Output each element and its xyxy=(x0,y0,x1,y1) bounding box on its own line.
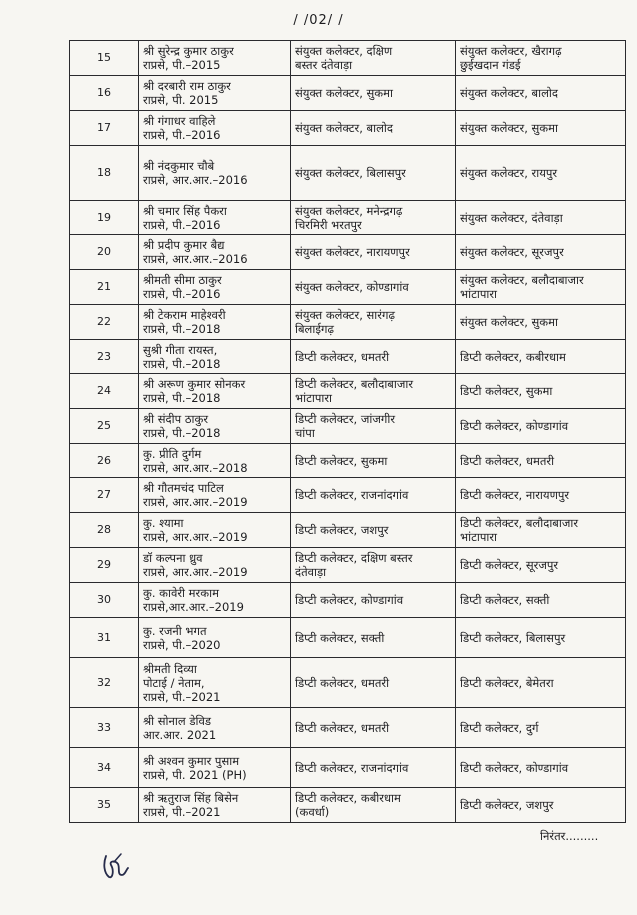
officer-name-cell xyxy=(139,201,291,235)
new-posting-line: डिप्टी कलेक्टर, दुर्ग xyxy=(460,720,539,735)
officer-name-cell xyxy=(139,41,291,76)
new-posting-cell xyxy=(456,340,626,374)
officer-name-line: कु. श्यामा xyxy=(143,516,184,530)
current-posting-line: डिप्टी कलेक्टर, दक्षिण बस्तर xyxy=(295,551,413,565)
serial-number-cell: 35 xyxy=(70,788,139,823)
new-posting-cell xyxy=(456,201,626,235)
officer-name-cell xyxy=(139,548,291,583)
table-row xyxy=(70,658,626,708)
current-posting-line: डिप्टी कलेक्टर, कोण्डागांव xyxy=(295,593,404,607)
officer-name-cell xyxy=(139,270,291,305)
current-posting-cell xyxy=(291,270,456,305)
officer-name-cell xyxy=(139,76,291,111)
new-posting-cell xyxy=(456,658,626,708)
table-row xyxy=(70,235,626,270)
new-posting-cell xyxy=(456,788,626,823)
current-posting-cell xyxy=(291,235,456,270)
new-posting-line: डिप्टी कलेक्टर, बेमेतरा xyxy=(460,675,554,690)
current-posting-line: संयुक्त कलेक्टर, दक्षिण xyxy=(295,44,393,58)
officer-name-cell xyxy=(139,146,291,201)
officer-name-line: राप्रसे,आर.आर.–2019 xyxy=(143,600,244,614)
new-posting-line: डिप्टी कलेक्टर, जशपुर xyxy=(460,798,554,812)
new-posting-line: संयुक्त कलेक्टर, सुकमा xyxy=(460,121,558,135)
officer-name-line: पोटाई / नेताम, xyxy=(143,675,205,690)
officer-name-line: श्रीमती सीमा ठाकुर xyxy=(143,273,222,287)
current-posting-line: डिप्टी कलेक्टर, सुकमा xyxy=(295,453,388,468)
continued-label: निरंतर......... xyxy=(540,829,599,843)
current-posting-line: संयुक्त कलेक्टर, सुकमा xyxy=(295,86,393,100)
current-posting-line: डिप्टी कलेक्टर, धमतरी xyxy=(295,720,390,735)
new-posting-cell xyxy=(456,41,626,76)
officer-name-line: राप्रसे, पी.–2021 xyxy=(143,689,221,704)
officer-name-line: राप्रसे, पी.–2018 xyxy=(143,426,221,440)
new-posting-line: डिप्टी कलेक्टर, बिलासपुर xyxy=(460,630,566,645)
serial-number-cell: 23 xyxy=(70,340,139,374)
current-posting-cell xyxy=(291,708,456,748)
new-posting-line: डिप्टी कलेक्टर, नारायणपुर xyxy=(460,488,570,502)
current-posting-line: भांटापारा xyxy=(295,391,333,405)
serial-number-cell: 32 xyxy=(70,658,139,708)
new-posting-line: संयुक्त कलेक्टर, खैरागढ़ xyxy=(460,44,562,58)
officer-name-cell xyxy=(139,478,291,513)
officer-name-line: राप्रसे, पी.–2016 xyxy=(143,128,221,142)
officer-name-line: कु. रजनी भगत xyxy=(143,623,207,638)
new-posting-line: संयुक्त कलेक्टर, सुकमा xyxy=(460,315,558,329)
new-posting-line: संयुक्त कलेक्टर, बालोद xyxy=(460,86,558,100)
officer-name-cell xyxy=(139,748,291,788)
table-body xyxy=(70,41,626,823)
current-posting-cell xyxy=(291,478,456,513)
table-row xyxy=(70,201,626,235)
officer-name-line: राप्रसे, पी.–2018 xyxy=(143,356,221,371)
officer-name-line: श्री अश्वन कुमार पुसाम xyxy=(143,753,240,768)
current-posting-line: संयुक्त कलेक्टर, सारंगढ़ xyxy=(295,308,395,322)
current-posting-cell xyxy=(291,340,456,374)
officer-name-line: डॉ कल्पना ध्रुव xyxy=(143,551,203,565)
officer-name-line: श्री अरूण कुमार सोनकर xyxy=(143,377,246,391)
serial-number-cell: 21 xyxy=(70,270,139,305)
officer-name-cell xyxy=(139,444,291,478)
serial-number-cell: 18 xyxy=(70,146,139,201)
serial-number-cell: 28 xyxy=(70,513,139,548)
new-posting-line: भांटापारा xyxy=(460,530,498,544)
officer-name-cell xyxy=(139,409,291,444)
current-posting-line: (कवर्धा) xyxy=(295,805,330,819)
officer-name-line: श्री सोनाल डेविड xyxy=(143,713,212,728)
table-row xyxy=(70,748,626,788)
new-posting-line: छुईखदान गंडई xyxy=(460,58,521,72)
officer-name-cell xyxy=(139,111,291,146)
current-posting-line: डिप्टी कलेक्टर, जांजगीर xyxy=(295,412,396,426)
serial-number-cell: 34 xyxy=(70,748,139,788)
current-posting-line: संयुक्त कलेक्टर, नारायणपुर xyxy=(295,245,410,259)
officer-name-line: राप्रसे, पी.–2020 xyxy=(143,637,221,652)
new-posting-cell xyxy=(456,270,626,305)
current-posting-cell xyxy=(291,201,456,235)
current-posting-cell xyxy=(291,444,456,478)
table-row xyxy=(70,583,626,618)
table-row xyxy=(70,270,626,305)
table-row xyxy=(70,478,626,513)
officer-name-line: राप्रसे, पी. 2015 xyxy=(143,93,219,107)
table-row xyxy=(70,548,626,583)
current-posting-cell xyxy=(291,305,456,340)
current-posting-line: चांपा xyxy=(295,426,315,440)
current-posting-line: डिप्टी कलेक्टर, राजनांदगांव xyxy=(295,488,409,502)
serial-number-cell: 16 xyxy=(70,76,139,111)
table-row xyxy=(70,146,626,201)
officer-name-line: श्री टेकराम माहेश्वरी xyxy=(143,308,226,322)
officer-name-line: राप्रसे, पी. 2021 (PH) xyxy=(143,767,247,782)
current-posting-cell xyxy=(291,548,456,583)
new-posting-cell xyxy=(456,409,626,444)
table-row xyxy=(70,340,626,374)
serial-number-cell: 33 xyxy=(70,708,139,748)
table-row xyxy=(70,788,626,823)
officer-name-line: कु. प्रीति दुर्गम xyxy=(143,446,202,461)
current-posting-line: डिप्टी कलेक्टर, धमतरी xyxy=(295,349,390,364)
new-posting-cell xyxy=(456,444,626,478)
new-posting-line: डिप्टी कलेक्टर, बलौदाबाजार xyxy=(460,516,579,530)
table-row xyxy=(70,618,626,658)
officer-name-cell xyxy=(139,235,291,270)
serial-number-cell: 22 xyxy=(70,305,139,340)
serial-number-cell: 19 xyxy=(70,201,139,235)
officer-name-cell xyxy=(139,583,291,618)
new-posting-cell xyxy=(456,748,626,788)
current-posting-line: बस्तर दंतेवाड़ा xyxy=(295,58,353,72)
new-posting-line: डिप्टी कलेक्टर, सुकमा xyxy=(460,384,553,398)
new-posting-line: संयुक्त कलेक्टर, बलौदाबाजार xyxy=(460,273,584,287)
new-posting-cell xyxy=(456,548,626,583)
new-posting-line: डिप्टी कलेक्टर, कोण्डागांव xyxy=(460,419,569,433)
transfer-table xyxy=(69,40,626,823)
serial-number-cell: 27 xyxy=(70,478,139,513)
officer-name-line: श्री दरबारी राम ठाकुर xyxy=(143,79,231,93)
current-posting-cell xyxy=(291,76,456,111)
new-posting-cell xyxy=(456,146,626,201)
new-posting-line: डिप्टी कलेक्टर, कोण्डागांव xyxy=(460,760,569,775)
new-posting-line: संयुक्त कलेक्टर, रायपुर xyxy=(460,166,558,180)
table-row xyxy=(70,305,626,340)
officer-name-cell xyxy=(139,513,291,548)
table-row xyxy=(70,41,626,76)
table-row xyxy=(70,708,626,748)
officer-name-line: राप्रसे, पी.–2018 xyxy=(143,391,221,405)
table-row xyxy=(70,513,626,548)
officer-name-cell xyxy=(139,340,291,374)
signature-icon xyxy=(100,848,134,886)
officer-name-cell xyxy=(139,708,291,748)
current-posting-cell xyxy=(291,41,456,76)
officer-name-line: श्रीमती दिव्या xyxy=(143,661,197,676)
current-posting-cell xyxy=(291,146,456,201)
serial-number-cell: 31 xyxy=(70,618,139,658)
current-posting-cell xyxy=(291,374,456,409)
officer-name-line: कु. कावेरी मरकाम xyxy=(143,586,219,600)
current-posting-cell xyxy=(291,583,456,618)
current-posting-line: डिप्टी कलेक्टर, धमतरी xyxy=(295,675,390,690)
serial-number-cell: 24 xyxy=(70,374,139,409)
officer-name-cell xyxy=(139,618,291,658)
officer-name-line: राप्रसे, आर.आर.–2016 xyxy=(143,173,248,187)
new-posting-line: डिप्टी कलेक्टर, कबीरधाम xyxy=(460,349,566,364)
table-row xyxy=(70,374,626,409)
current-posting-line: संयुक्त कलेक्टर, मनेन्द्रगढ़ xyxy=(295,203,403,218)
officer-name-cell xyxy=(139,305,291,340)
new-posting-cell xyxy=(456,235,626,270)
current-posting-cell xyxy=(291,748,456,788)
current-posting-cell xyxy=(291,409,456,444)
new-posting-cell xyxy=(456,583,626,618)
current-posting-cell xyxy=(291,658,456,708)
current-posting-line: डिप्टी कलेक्टर, बलौदाबाजार xyxy=(295,377,414,391)
new-posting-cell xyxy=(456,305,626,340)
officer-name-line: राप्रसे, आर.आर.–2019 xyxy=(143,530,248,544)
new-posting-cell xyxy=(456,76,626,111)
current-posting-line: डिप्टी कलेक्टर, कबीरधाम xyxy=(295,791,401,805)
officer-name-line: राप्रसे, पी.–2018 xyxy=(143,322,221,336)
current-posting-cell xyxy=(291,111,456,146)
new-posting-line: डिप्टी कलेक्टर, धमतरी xyxy=(460,453,555,468)
serial-number-cell: 29 xyxy=(70,548,139,583)
officer-name-line: राप्रसे, पी.–2015 xyxy=(143,58,221,72)
new-posting-line: संयुक्त कलेक्टर, सूरजपुर xyxy=(460,245,564,259)
table-row xyxy=(70,76,626,111)
serial-number-cell: 26 xyxy=(70,444,139,478)
table-row xyxy=(70,409,626,444)
officer-name-cell xyxy=(139,788,291,823)
table-row xyxy=(70,444,626,478)
officer-name-line: सुश्री गीता रायस्त, xyxy=(143,342,218,357)
officer-name-line: राप्रसे, पी.–2016 xyxy=(143,217,221,232)
serial-number-cell: 30 xyxy=(70,583,139,618)
officer-name-line: राप्रसे, आर.आर.–2019 xyxy=(143,495,248,509)
serial-number-cell: 15 xyxy=(70,41,139,76)
current-posting-line: दंतेवाड़ा xyxy=(295,565,327,579)
current-posting-line: डिप्टी कलेक्टर, राजनांदगांव xyxy=(295,760,409,775)
current-posting-cell xyxy=(291,788,456,823)
new-posting-cell xyxy=(456,374,626,409)
officer-name-line: श्री चमार सिंह पैकरा xyxy=(143,203,227,218)
current-posting-line: संयुक्त कलेक्टर, बिलासपुर xyxy=(295,166,406,180)
officer-name-line: श्री गौतमचंद पाटिल xyxy=(143,481,224,495)
officer-name-line: आर.आर. 2021 xyxy=(143,727,217,742)
new-posting-cell xyxy=(456,618,626,658)
serial-number-cell: 17 xyxy=(70,111,139,146)
current-posting-line: चिरमिरी भरतपुर xyxy=(295,217,362,232)
officer-name-line: राप्रसे, आर.आर.–2018 xyxy=(143,460,248,475)
current-posting-line: बिलाईगढ़ xyxy=(295,322,334,336)
new-posting-line: संयुक्त कलेक्टर, दंतेवाड़ा xyxy=(460,210,563,225)
new-posting-cell xyxy=(456,513,626,548)
table-row xyxy=(70,111,626,146)
officer-name-cell xyxy=(139,658,291,708)
officer-name-line: राप्रसे, पी.–2021 xyxy=(143,805,221,819)
new-posting-cell xyxy=(456,478,626,513)
current-posting-cell xyxy=(291,513,456,548)
new-posting-line: डिप्टी कलेक्टर, सक्ती xyxy=(460,593,550,607)
current-posting-cell xyxy=(291,618,456,658)
officer-name-line: श्री नंदकुमार चौबे xyxy=(143,159,215,173)
new-posting-cell xyxy=(456,111,626,146)
current-posting-line: डिप्टी कलेक्टर, सक्ती xyxy=(295,630,385,645)
officer-name-line: श्री संदीप ठाकुर xyxy=(143,412,209,426)
serial-number-cell: 25 xyxy=(70,409,139,444)
officer-name-cell xyxy=(139,374,291,409)
officer-name-line: श्री प्रदीप कुमार बैद्य xyxy=(143,238,225,252)
new-posting-line: भांटापारा xyxy=(460,287,498,301)
new-posting-line: डिप्टी कलेक्टर, सूरजपुर xyxy=(460,558,559,572)
current-posting-line: संयुक्त कलेक्टर, बालोद xyxy=(295,121,393,135)
current-posting-line: संयुक्त कलेक्टर, कोण्डागांव xyxy=(295,280,409,294)
officer-name-line: राप्रसे, आर.आर.–2016 xyxy=(143,252,248,266)
officer-name-line: राप्रसे, आर.आर.–2019 xyxy=(143,565,248,579)
officer-name-line: राप्रसे, पी.–2016 xyxy=(143,287,221,301)
serial-number-cell: 20 xyxy=(70,235,139,270)
new-posting-cell xyxy=(456,708,626,748)
officer-name-line: श्री सुरेन्द्र कुमार ठाकुर xyxy=(143,44,234,58)
officer-name-line: श्री ऋतुराज सिंह बिसेन xyxy=(143,791,239,805)
page-number: / /02/ / xyxy=(293,13,344,28)
officer-name-line: श्री गंगाधर वाहिले xyxy=(143,114,216,128)
current-posting-line: डिप्टी कलेक्टर, जशपुर xyxy=(295,523,389,537)
